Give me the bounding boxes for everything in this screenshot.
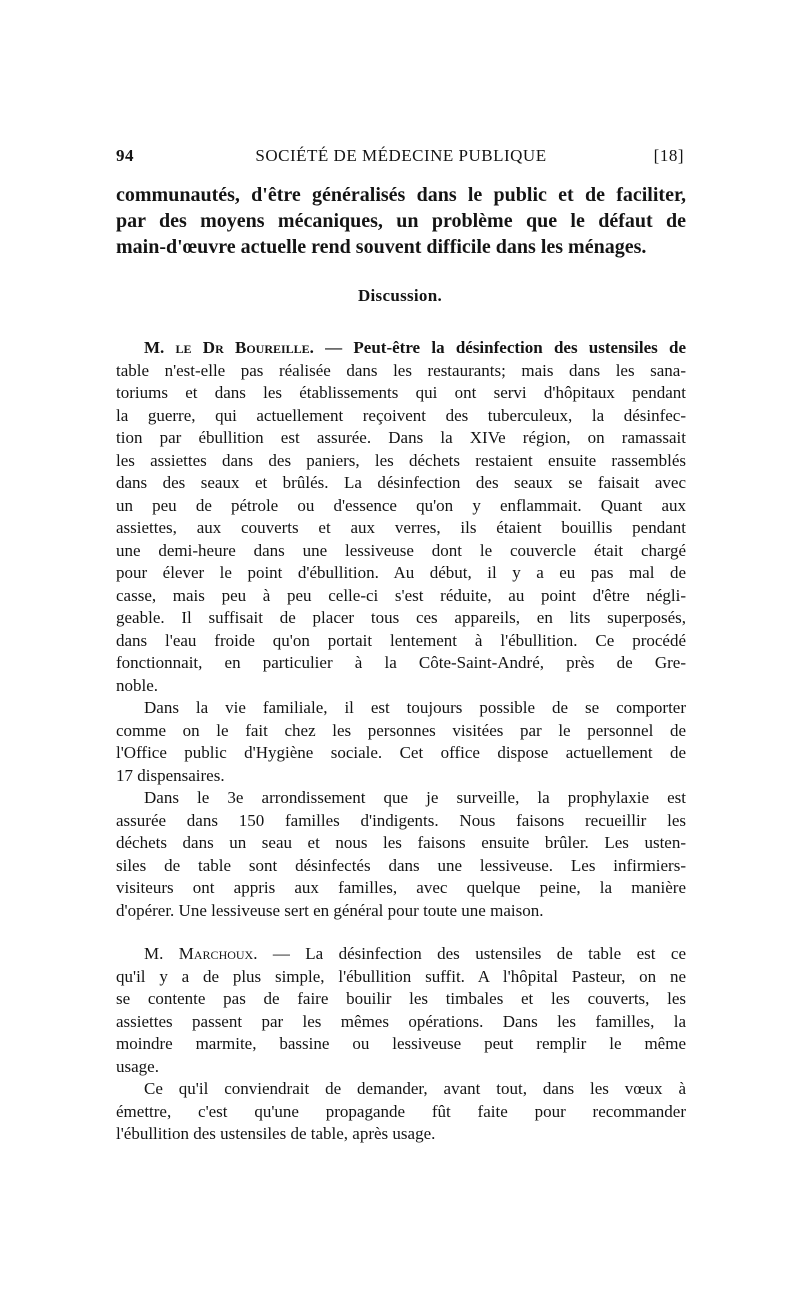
text-line: déchets dans un seau et nous les faisons ensuite brûler. Les usten- <box>116 833 686 852</box>
text-line-rest: — Peut-être la désinfection des ustensiles de <box>313 338 687 357</box>
text-line: assiettes, aux couverts et aux verres, ils étaient bouillis pendant <box>116 518 686 537</box>
text-line: assurée dans 150 familles d'indigents. Nous faisons recueillir les <box>116 810 686 830</box>
text-line: Dans la vie familiale, il est toujours possible de se comporter <box>144 698 686 717</box>
text-line: geable. Il suffisait de placer tous ces appareils, en lits superposés, <box>116 608 686 627</box>
text-line: comme on le fait chez les personnes visitées par le personnel de <box>116 720 686 740</box>
text-line: siles de table sont désinfectés dans une lessiveuse. Les infirmiers- <box>116 855 686 875</box>
text-line <box>116 943 686 966</box>
text-line: d'opérer. Une lessiveuse sert en général pour toute une maison. <box>116 900 544 920</box>
text-line: moindre marmite, bassine ou lessiveuse peut remplir le même <box>116 1034 686 1053</box>
text-line: un peu de pétrole ou d'essence qu'on y enflammait. Quant aux <box>116 495 686 515</box>
text-line: qu'il y a de plus simple, l'ébullition suffit. A l'hôpital Pasteur, on ne <box>116 966 686 986</box>
text-line: usage. <box>116 1056 159 1076</box>
text-line: main-d'œuvre actuelle rend souvent difficile dans les ménages. <box>116 236 647 258</box>
text-line: la guerre, qui actuellement reçoivent des tuberculeux, la désinfec- <box>116 405 686 425</box>
section-ref: [18] <box>653 146 684 165</box>
text-line: pour élever le point d'ébullition. Au début, il y a eu pas mal de <box>116 563 686 582</box>
page-number: 94 <box>116 146 134 165</box>
section-heading: Discussion. <box>357 286 443 305</box>
text-line: toriums et dans les établissements qui ont servi d'hôpitaux pendant <box>116 383 686 402</box>
running-title: SOCIÉTÉ DE MÉDECINE PUBLIQUE <box>255 146 547 165</box>
text-line: émettre, c'est qu'une propagande fût faite pour recommander <box>116 1101 686 1121</box>
text-line: communautés, d'être généralisés dans le public et de faciliter, <box>116 184 686 206</box>
continued-paragraph <box>116 182 686 260</box>
text-line: dans des seaux et brûlés. La désinfection des seaux se faisait avec <box>116 473 686 492</box>
text-line: 17 dispensaires. <box>116 765 225 785</box>
text-line: visiteurs ont appris aux familles, avec quelque peine, la manière <box>116 878 686 897</box>
text-line: Ce qu'il conviendrait de demander, avant tout, dans les vœux à <box>144 1079 686 1098</box>
paragraph-boureille <box>116 337 686 922</box>
text-line: dans l'eau froide qu'on portait lentement à l'ébullition. Ce procédé <box>116 630 686 650</box>
speaker-name: M. le Dr Boureille. <box>144 338 314 357</box>
text-line: les assiettes dans des paniers, les déchets restaient ensuite rassemblés <box>116 450 686 470</box>
text-line: se contente pas de faire bouilir les timbales et les couverts, les <box>116 989 686 1008</box>
text-line: fonctionnait, en particulier à la Côte-Saint-André, près de Gre- <box>116 653 686 672</box>
text-line: table n'est-elle pas réalisée dans les restaurants; mais dans les sana- <box>116 360 686 380</box>
text-line: noble. <box>116 675 159 695</box>
text-line: Dans le 3e arrondissement que je surveille, la prophylaxie est <box>144 788 686 807</box>
text-line <box>116 337 686 360</box>
text-line: tion par ébullition est assurée. Dans la XIVe région, on ramassait <box>116 428 686 447</box>
text-line: casse, mais peu à peu celle-ci s'est réduite, au point d'être négli- <box>116 585 686 605</box>
text-line: par des moyens mécaniques, un problème que le défaut de <box>116 210 686 232</box>
text-line-rest: — La désinfection des ustensiles de table est ce <box>257 944 686 963</box>
text-line: une demi-heure dans une lessiveuse dont le couvercle était chargé <box>116 540 686 560</box>
paragraph-marchoux <box>116 943 686 1146</box>
text-line: l'Office public d'Hygiène sociale. Cet office dispose actuellement de <box>116 743 686 762</box>
running-header <box>116 146 686 168</box>
text-line: l'ébullition des ustensiles de table, après usage. <box>116 1124 436 1143</box>
speaker-name: M. Marchoux. <box>144 944 258 963</box>
text-line: assiettes passent par les mêmes opérations. Dans les familles, la <box>116 1011 686 1031</box>
